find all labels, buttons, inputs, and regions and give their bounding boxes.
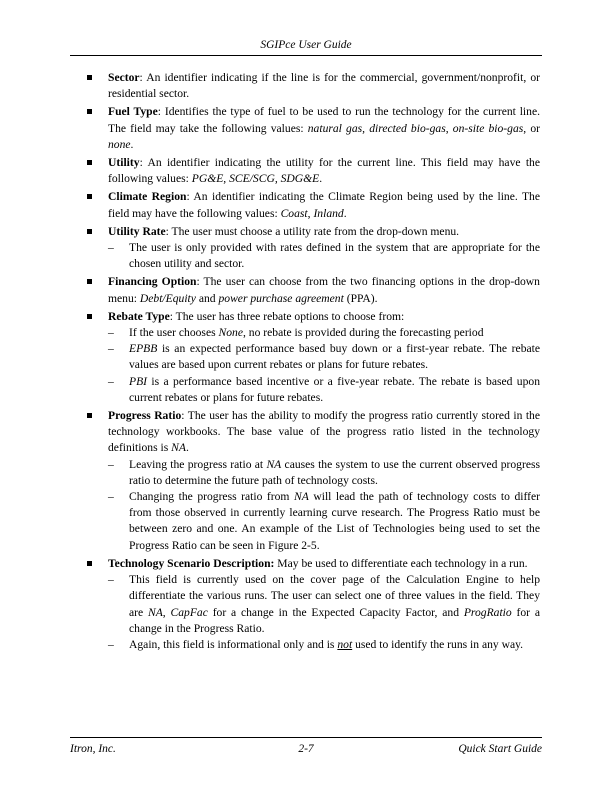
term-fuel-type: Fuel Type [108, 105, 158, 119]
document-body [108, 70, 540, 655]
sub-item [108, 572, 540, 637]
separator: , [445, 121, 453, 135]
value: Inland [313, 206, 344, 220]
term-rebate-type: Rebate Type [108, 309, 170, 323]
value: PBI [129, 374, 148, 388]
desc-fuel-type: : Identifies the type of fuel to be used to run the technology for the current line. The field may take the following values: [108, 105, 540, 135]
sub-item [108, 457, 540, 489]
page-footer [70, 743, 542, 759]
sub-item [108, 637, 540, 653]
term-utility: Utility [108, 156, 140, 170]
desc-financing-option: : The user can choose from the two financing options in the drop-down menu: [108, 275, 540, 305]
sub-text: used to identify the runs in any way. [352, 637, 524, 651]
punct: . [343, 206, 347, 220]
emphasis: not [337, 637, 353, 651]
bullet-financing-option [108, 274, 540, 306]
bullet-utility [108, 155, 540, 187]
dash-marker: – [108, 573, 114, 587]
page-number: 2-7 [298, 743, 314, 755]
sub-item [108, 325, 540, 341]
term-progress-ratio: Progress Ratio [108, 409, 182, 423]
sub-text: for a change in the Progress Ratio. [129, 605, 540, 635]
value: power purchase agreement [218, 291, 344, 305]
sub-text: , no rebate is provided during the forecasting period [243, 326, 484, 340]
bullet-marker [87, 109, 92, 114]
bullet-marker [87, 194, 92, 199]
desc-rebate-type: : The user has three rebate options to choose from: [169, 309, 405, 323]
bullet-climate-region [108, 189, 540, 221]
value: Coast [280, 206, 308, 220]
term-climate-region: Climate Region [108, 190, 187, 204]
bullet-fuel-type [108, 104, 540, 153]
separator: , [162, 605, 171, 619]
desc-sector: : An identifier indicating if the line is for the commercial, government/nonprofit, or residential sector. [108, 71, 540, 101]
value: NA [293, 490, 309, 504]
separator: , or [523, 121, 540, 135]
bullet-marker [87, 75, 92, 80]
bullet-marker [87, 413, 92, 418]
value-list: natural gas, directed bio-gas [307, 121, 446, 135]
punct: (PPA). [343, 291, 378, 305]
desc-technology-scenario: May be used to differentiate each technology in a run. [274, 556, 528, 570]
footer-guide-name: Quick Start Guide [458, 743, 542, 755]
value: ProgRatio [463, 605, 512, 619]
bullet-marker [87, 314, 92, 319]
dash-marker: – [108, 326, 114, 340]
bullet-rebate-type [108, 309, 540, 406]
page-header: SGIPce User Guide [260, 39, 352, 51]
footer-rule [70, 737, 542, 738]
separator: , [307, 206, 314, 220]
dash-marker: – [108, 342, 114, 356]
value: on-site bio-gas [452, 121, 524, 135]
desc-utility: : An identifier indicating the utility for the current line. This field may have the following values: [108, 156, 540, 186]
term-utility-rate: Utility Rate [108, 224, 166, 238]
desc-progress-ratio: : The user has the ability to modify the progress ratio currently stored in the technology workbooks. The base value of the progress ratio listed in the technology definitions is [108, 409, 541, 455]
sub-item [108, 489, 540, 554]
dash-marker: – [108, 490, 114, 504]
separator: and [195, 291, 219, 305]
header-rule [70, 55, 542, 56]
footer-company: Itron, Inc. [70, 743, 116, 755]
dash-marker: – [108, 637, 114, 651]
sub-text: causes the system to use the current observed progress ratio to determine the future path of technology costs. [129, 457, 540, 487]
sub-text: is an expected performance based buy down or a first-year rebate. The rebate values are based upon current rebates or plans for future rebates. [129, 342, 540, 372]
bullet-marker [87, 160, 92, 165]
bullet-technology-scenario [108, 556, 540, 653]
sub-text: If the user chooses [129, 326, 219, 340]
dash-marker: – [108, 241, 114, 255]
value: CapFac [170, 605, 208, 619]
dash-marker: – [108, 374, 114, 388]
value: none [108, 137, 131, 151]
desc-utility-rate: : The user must choose a utility rate from the drop-down menu. [165, 224, 460, 238]
sub-text: The user is only provided with rates defined in the system that are appropriate for the chosen utility and sector. [129, 241, 540, 271]
term-financing-option: Financing Option [108, 275, 197, 289]
sub-item [108, 374, 540, 406]
value: NA [171, 441, 186, 455]
bullet-sector [108, 70, 540, 102]
bullet-progress-ratio [108, 408, 540, 554]
term-technology-scenario: Technology Scenario Description: [108, 556, 275, 570]
sub-text: Leaving the progress ratio at [129, 457, 267, 471]
sub-text: Changing the progress ratio from [129, 490, 294, 504]
value: NA [266, 457, 282, 471]
sub-text: Again, this field is informational only and is [129, 637, 338, 651]
sub-text: for a change in the Expected Capacity Factor, and [207, 605, 464, 619]
dash-marker: – [108, 457, 114, 471]
bullet-utility-rate [108, 224, 540, 273]
sub-item [108, 240, 540, 272]
value: NA [147, 605, 163, 619]
bullet-marker [87, 279, 92, 284]
term-sector: Sector [108, 71, 140, 84]
desc-climate-region: : An identifier indicating the Climate Region being used by the line. The field may have the following values: [108, 190, 540, 220]
sub-item [108, 341, 540, 373]
sub-text: This field is currently used on the cover page of the Calculation Engine to help differentiate the various runs. The user can select one of three values in the field. They are [129, 573, 540, 619]
punct: . [130, 137, 134, 151]
value: EPBB [129, 342, 158, 356]
sub-text: is a performance based incentive or a five-year rebate. The rebate is based upon current rebates or plans for future rebates. [129, 374, 540, 404]
punct: . [185, 441, 189, 455]
sub-text: will lead the path of technology costs to differ from those observed in currently learning curve research. The Progress Ratio must be between zero and one. An example of the List of Technologies being used to set the Progress Ratio can be seen in Figure 2-5. [129, 490, 540, 552]
bullet-marker [87, 561, 92, 566]
punct: . [319, 172, 323, 186]
value: Debt/Equity [139, 291, 196, 305]
bullet-marker [87, 229, 92, 234]
value-list: PG&E, SCE/SCG, SDG&E [191, 172, 320, 186]
value: None [218, 326, 243, 340]
